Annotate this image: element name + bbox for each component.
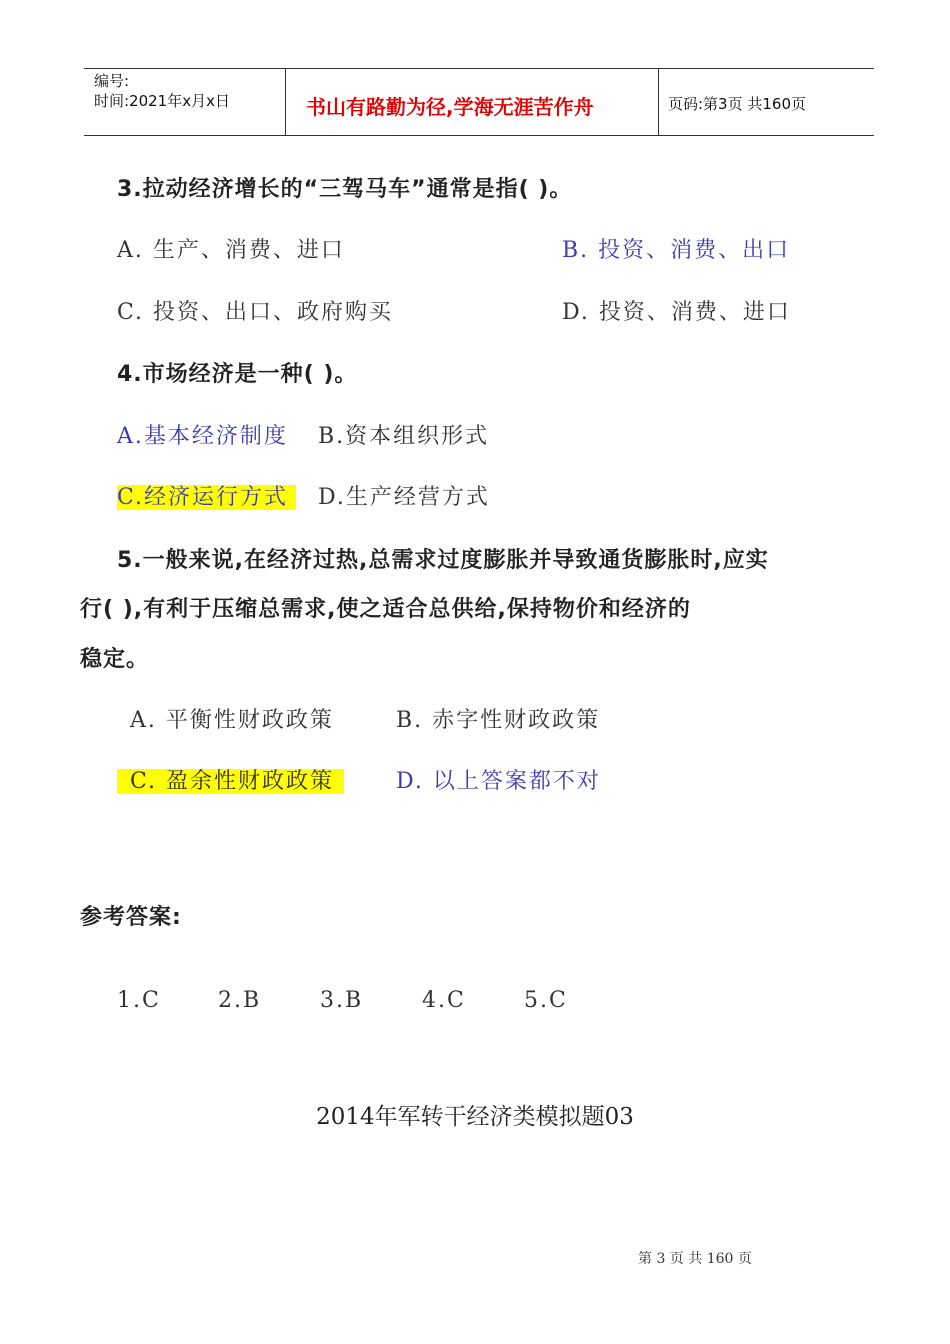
highlighted-answer: C. 盈余性财政政策 <box>117 769 344 794</box>
answer-item: 3.B <box>320 988 364 1013</box>
answer-item: 2.B <box>218 988 262 1013</box>
question-4-option-d: D.生产经营方式 <box>318 485 490 510</box>
header-motto: 书山有路勤为径,学海无涯苦作舟 <box>306 95 594 119</box>
header-bottom-rule <box>84 135 874 136</box>
question-5-stem-line-1: 5.一般来说,在经济过热,总需求过度膨胀并导致通货膨胀时,应实 <box>117 548 769 573</box>
highlighted-answer: C.经济运行方式 <box>117 485 296 510</box>
answer-item: 5.C <box>524 988 568 1013</box>
question-4-option-b: B.资本组织形式 <box>318 424 490 449</box>
header-divider <box>658 68 659 136</box>
header-divider <box>285 68 286 136</box>
question-5-stem-line-2: 行( ),有利于压缩总需求,使之适合总供给,保持物价和经济的 <box>80 597 691 622</box>
question-5-option-c <box>117 764 344 795</box>
question-4-option-a: A.基本经济制度 <box>117 424 288 449</box>
question-3-option-a: A. 生产、消费、进口 <box>117 238 345 263</box>
question-5-option-b: B. 赤字性财政政策 <box>396 708 601 733</box>
page-footer: 第 3 页 共 160 页 <box>638 1251 752 1267</box>
header-page-info: 页码:第3页 共160页 <box>668 95 806 113</box>
question-3-option-b: B. 投资、消费、出口 <box>562 238 791 263</box>
answer-item: 4.C <box>422 988 466 1013</box>
question-5-stem-line-3: 稳定。 <box>80 647 150 672</box>
question-5-option-a: A. 平衡性财政政策 <box>130 708 334 733</box>
question-4-option-c <box>117 480 296 511</box>
question-4-stem: 4.市场经济是一种( )。 <box>117 362 358 387</box>
question-3-option-d: D. 投资、消费、进口 <box>562 300 791 325</box>
question-3-stem: 3.拉动经济增长的“三驾马车”通常是指( )。 <box>117 177 573 202</box>
header-number-label: 编号: <box>94 72 130 90</box>
answer-item: 1.C <box>117 988 161 1013</box>
header-date-label: 时间:2021年x月x日 <box>94 92 230 110</box>
answers-heading: 参考答案: <box>80 905 182 930</box>
header-top-rule <box>84 68 874 69</box>
question-5-option-d: D. 以上答案都不对 <box>396 769 601 794</box>
question-3-option-c: C. 投资、出口、政府购买 <box>117 300 394 325</box>
next-section-title: 2014年军转干经济类模拟题03 <box>316 1104 634 1130</box>
